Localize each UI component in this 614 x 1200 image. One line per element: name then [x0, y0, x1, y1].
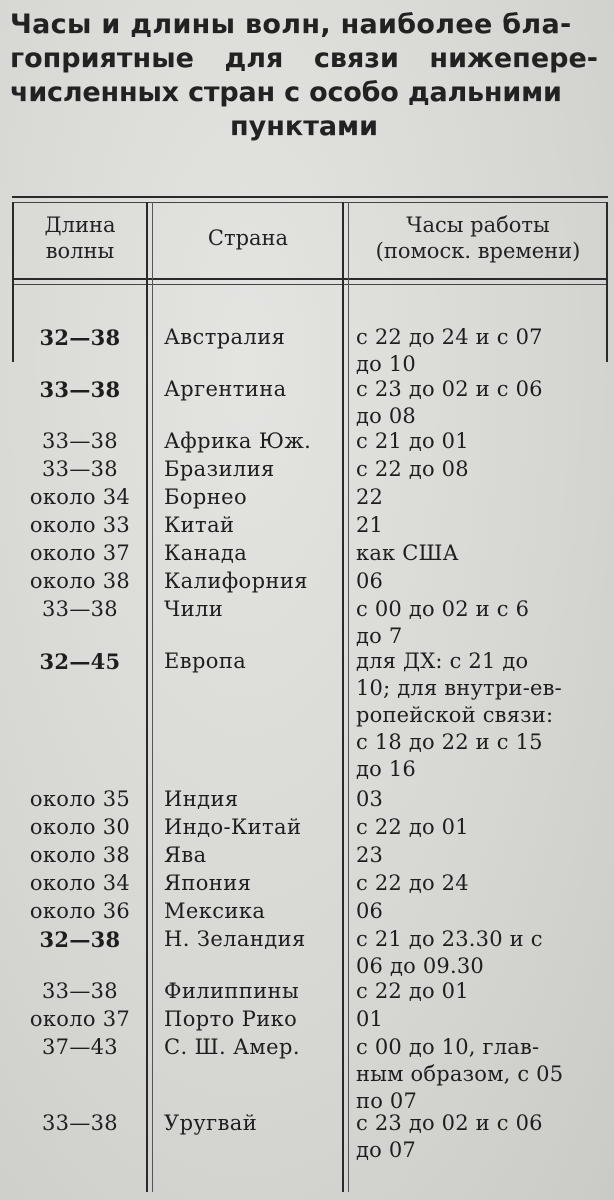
country-cell: Европа [164, 649, 247, 673]
hours-line: с 21 до 23.30 и с [356, 927, 543, 951]
hours-cell [356, 898, 606, 925]
country-cell: Филиппины [164, 979, 300, 1003]
column-divider [146, 202, 148, 1192]
country-cell: Чили [164, 597, 224, 621]
country-cell: Мексика [164, 899, 266, 923]
column-divider-inner [348, 202, 349, 1192]
wave-cell: 33—38 [42, 597, 118, 621]
header-country: Страна [207, 226, 289, 250]
hours-line: 10; для внутри-ев- [356, 676, 562, 700]
hours-line: с 18 до 22 и с 15 [356, 730, 543, 754]
hours-cell [356, 456, 606, 483]
hours-cell [356, 376, 606, 430]
hours-line: с 00 до 10, глав- [356, 1035, 540, 1059]
hours-cell [356, 842, 606, 869]
hours-line: 01 [356, 1007, 384, 1031]
hours-line: 06 [356, 569, 384, 593]
wave-cell: 33—38 [42, 979, 118, 1003]
hours-line: с 22 до 24 [356, 871, 469, 895]
header-bottom-rule-inner [12, 284, 608, 285]
column-divider [342, 202, 344, 1192]
hours-line: 23 [356, 843, 384, 867]
wave-cell: около 38 [29, 569, 131, 593]
wave-cell: 33—38 [42, 457, 118, 481]
header-hours [350, 212, 606, 264]
wave-cell: около 38 [29, 843, 131, 867]
table-title [10, 8, 610, 144]
wave-cell: около 37 [29, 1007, 131, 1031]
wave-cell: 33—38 [42, 1111, 118, 1135]
wave-schedule-table [0, 196, 614, 1200]
title-line: Часы и длины волн, наиболее бла- [10, 9, 572, 40]
hours-line: до 08 [356, 404, 416, 428]
country-cell: Борнео [164, 485, 247, 509]
wave-cell: 33—38 [42, 429, 118, 453]
wave-cell: 32—38 [39, 927, 121, 952]
country-cell: Уругвай [164, 1111, 258, 1135]
hours-line: с 21 до 01 [356, 429, 469, 453]
wave-cell: около 34 [29, 485, 131, 509]
hours-cell [356, 1006, 606, 1033]
hours-cell [356, 596, 606, 650]
wave-cell: 37—43 [42, 1035, 118, 1059]
hours-line: с 22 до 01 [356, 815, 469, 839]
country-cell: Аргентина [164, 377, 287, 401]
wave-cell: около 35 [29, 787, 131, 811]
title-line: численных стран с особо дальними [10, 77, 562, 108]
hours-line: с 23 до 02 и с 06 [356, 377, 543, 401]
wave-cell: около 33 [29, 513, 131, 537]
hours-line: 06 [356, 899, 384, 923]
hours-line: 06 до 09.30 [356, 954, 484, 978]
hours-cell [356, 324, 606, 378]
hours-line: ным образом, с 05 [356, 1062, 564, 1086]
country-cell: Н. Зеландия [164, 927, 306, 951]
header-hours-line: Часы работы [406, 213, 550, 237]
country-cell: Африка Юж. [164, 429, 312, 453]
hours-cell [356, 926, 606, 980]
hours-cell [356, 512, 606, 539]
wave-cell: 33—38 [39, 377, 121, 402]
title-line: пунктами [229, 111, 379, 142]
hours-line: как США [356, 541, 459, 565]
hours-cell [356, 648, 606, 783]
header-bottom-rule [12, 278, 608, 280]
header-wave-line: волны [45, 239, 115, 263]
hours-line: с 23 до 02 и с 06 [356, 1111, 543, 1135]
hours-cell [356, 1110, 606, 1164]
hours-line: до 07 [356, 1138, 416, 1162]
title-line: гоприятные для связи нижепере- [10, 43, 598, 74]
column-divider-inner [152, 202, 153, 1192]
country-cell: Япония [164, 871, 252, 895]
hours-cell [356, 978, 606, 1005]
country-cell: С. Ш. Амер. [164, 1035, 300, 1059]
country-cell: Бразилия [164, 457, 275, 481]
hours-cell [356, 568, 606, 595]
hours-cell [356, 540, 606, 567]
hours-line: 22 [356, 485, 384, 509]
table-right-border [606, 202, 608, 362]
hours-cell [356, 786, 606, 813]
country-cell: Китай [164, 513, 235, 537]
hours-line: с 22 до 01 [356, 979, 469, 1003]
header-wave-line: Длина [44, 213, 116, 237]
table-top-rule [12, 196, 608, 198]
wave-cell: около 36 [29, 899, 131, 923]
country-cell: Канада [164, 541, 248, 565]
hours-line: для ДХ: с 21 до [356, 649, 529, 673]
country-cell: Австралия [164, 325, 286, 349]
hours-cell [356, 870, 606, 897]
table-top-rule-inner [12, 202, 608, 203]
hours-cell [356, 484, 606, 511]
country-cell: Индо-Китай [164, 815, 302, 839]
header-wave [14, 212, 146, 264]
hours-cell [356, 814, 606, 841]
hours-line: 03 [356, 787, 384, 811]
wave-cell: 32—45 [39, 649, 121, 674]
hours-line: с 22 до 24 и с 07 [356, 325, 543, 349]
wave-cell: около 30 [29, 815, 131, 839]
header-hours-line: (помоск. времени) [375, 239, 581, 263]
wave-cell: около 37 [29, 541, 131, 565]
hours-line: по 07 [356, 1089, 418, 1113]
hours-line: до 16 [356, 757, 416, 781]
hours-line: с 22 до 08 [356, 457, 469, 481]
hours-line: ропейской связи: [356, 703, 554, 727]
hours-line: 21 [356, 513, 384, 537]
wave-cell: около 34 [29, 871, 131, 895]
hours-cell [356, 428, 606, 455]
country-cell: Индия [164, 787, 239, 811]
hours-line: до 10 [356, 352, 416, 376]
country-cell: Порто Рико [164, 1007, 298, 1031]
wave-cell: 32—38 [39, 325, 121, 350]
hours-line: до 7 [356, 624, 403, 648]
hours-line: с 00 до 02 и с 6 [356, 597, 530, 621]
hours-cell [356, 1034, 606, 1115]
country-cell: Калифорния [164, 569, 308, 593]
country-cell: Ява [164, 843, 207, 867]
